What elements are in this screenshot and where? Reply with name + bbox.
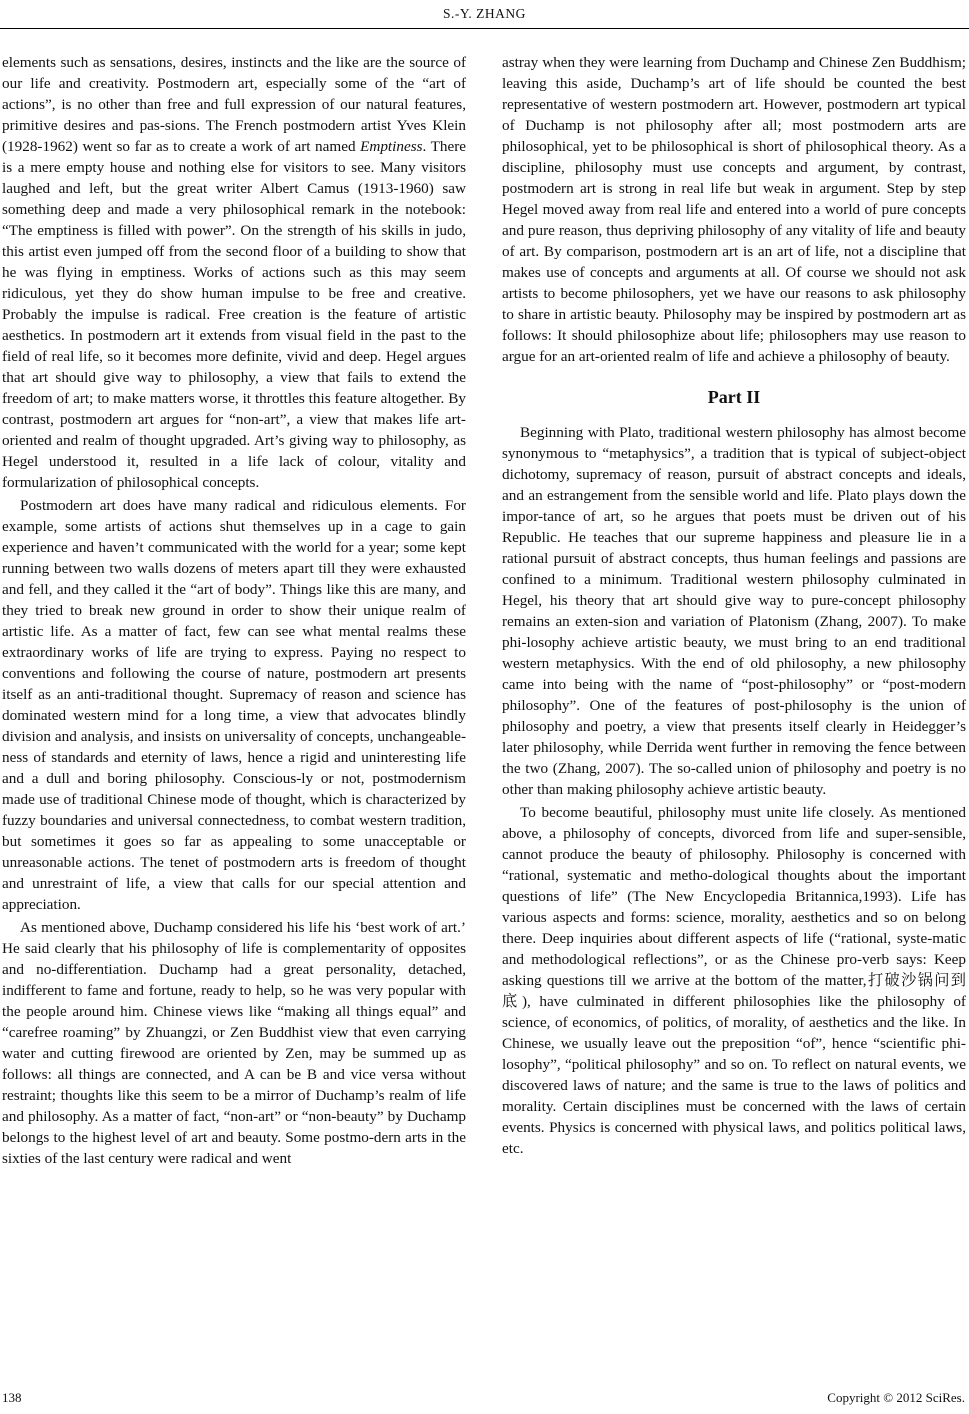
left-p1-text-b: . There is a mere empty house and nothing else for visitors to see. Many visitors laughed and left, but the great writer Albert Camus (1913-1960) saw something deep and made a very philosophical remark in the notebook: “The emptiness is filled with power”. On the strength of his skills in judo, this artist even jumped off from the second floor of a building to show that he was flying in emptiness. Works of actions such as this may seem ridiculous, yet they do show human impulse to be free and creative. Probably the impulse is radical. Free creation is the feature of artistic aesthetics. In postmodern art it extends from visual field in the past to the field of real life, so it becomes more definite, vivid and deep. Hegel argues that art should give way to philosophy, a view that fails to extend the freedom of art; to make matters worse, it throttles this feature altogether. By contrast, postmodern art argues for “non-art”, a view that makes life art-oriented and realm of thought upgraded. Art’s giving way to philosophy, as Hegel understood it, resulted in a life lack of colour, vitality and formularization of philosophical concepts. [2, 138, 466, 491]
section-heading: Part II [707, 387, 761, 407]
left-paragraph-1 [2, 52, 466, 493]
left-p1-text-a: elements such as sensations, desires, instincts and the like are the source of our life and creativity. Postmodern art, especially some of the “art of actions”, is no other than free and full expression of our natural features, primitive desires and pas-sions. The French postmodern artist Yves Klein (1928-1962) went so far as to create a work of art named [2, 54, 466, 155]
left-paragraph-3: As mentioned above, Duchamp considered his life his ‘best work of art.’ He said clearly that his philosophy of life is complementarity of opposites and no-differentiation. Duchamp had a great personality, detached, indifferent to fame and fortune, ready to help, so he was very popular with the people around him. Chinese views like “making all things equal” and “carefree roaming” by Zhuangzi, or Zen Buddhist view that even carrying water and cutting firewood are oriented by Zen, may be summed up as follows: all things are connected, and A can be B and vice versa without restraint; thoughts like this seem to be a mirror of Duchamp’s realm of life and philosophy. As a matter of fact, “non-art” or “non-beauty” by Duchamp belongs to the highest level of art and beauty. Some postmo-dern arts in the sixties of the last century were radical and went [2, 919, 466, 1167]
right-column [502, 52, 966, 1161]
copyright-notice: Copyright © 2012 SciRes. [827, 1390, 965, 1405]
right-paragraph-2: Beginning with Plato, traditional western philosophy has almost become synonymous to “metaphysics”, a tradition that is typical of subject-object dichotomy, supremacy of reason, pursuit of abstract concepts and ideals, and an estrangement from the sensible world and life. Plato plays down the impor-tance of art, so he argues that poets must be driven out of his Republic. He teaches that our supreme happiness and pleasure lie in a rational pursuit of abstract concepts, thus human feelings and passions are confined to a minimum. Traditional western philosophy culminated in Hegel, his theory that art should give way to pure-concept philosophy remains an exten-sion and variation of Platonism (Zhang, 2007). To make phi-losophy achieve artistic beauty, we must bring to an end traditional western metaphysics. With the end of old philosophy, a new philosophy came into being with the name of “post-philosophy” or “post-modern philosophy”. One of the features of post-philosophy is the union of philosophy and poetry, a view that presents itself clearly in Heidegger’s later philosophy, while Derrida went further in removing the fence between the two (Zhang, 2007). The so-called union of philosophy and poetry is no other than making philosophy achieve artistic beauty. [502, 424, 966, 798]
right-paragraph-3: To become beautiful, philosophy must unite life closely. As mentioned above, a philosophy of concepts, divorced from life and super-sensible, cannot produce the beauty of philosophy. Philosophy is concerned with “rational, systematic and metho-dological thoughts about the important questions of life” (The New Encyclopedia Britannica,1993). Life has various aspects and forms: science, morality, aesthetics and so on belong there. Deep inquiries about different aspects of life (“rational, syste-matic and methodological reflections”, or as the Chinese pro-verb says: Keep asking questions till we arrive at the bottom of the matter,打破沙锅问到底), have culminated in different philosophies like the philosophy of science, of economics, of politics, of morality, of aesthetics and the like. In Chinese, we usually leave out the preposition “of”, hence “scientific phi-losophy”, “political philosophy” and so on. To reflect on natural events, we discovered laws of nature; and the same is true to the laws of politics and morality. Certain disciplines must be concerned with the laws of certain events. Physics is concerned with physical laws, and politics political laws, etc. [502, 804, 966, 1157]
left-column [2, 52, 466, 1171]
header-rule [0, 28, 969, 29]
page-number: 138 [2, 1390, 22, 1405]
right-paragraph-1: astray when they were learning from Duchamp and Chinese Zen Buddhism; leaving this aside, Duchamp’s art of life should be counted the best representative of western postmodern art. However, postmodern art typical of Duchamp is not philosophy after all; most postmodern arts are philosophical, yet to be philosophical is short of philosophical theory. As a discipline, philosophy must use concepts and argument, by contrast, postmodern art is strong in real life but weak in argument. Step by step Hegel moved away from real life and entered into a world of pure concepts and pure reason, thus depriving philosophy of any vitality of life and beauty of art. By comparison, postmodern art is an art of life, not a discipline that makes use of concepts and arguments at all. Of course we should not ask artists to become philosophers, yet we have our reasons to ask philosophy to share in artistic beauty. Philosophy may be inspired by postmodern art as follows: It should philosophize about life; philosophers may use reason to argue for an art-oriented realm of life and achieve a philosophy of beauty. [502, 54, 966, 365]
running-head: S.-Y. ZHANG [443, 6, 526, 21]
artwork-title-emptiness: Emptiness [360, 138, 423, 155]
left-paragraph-2: Postmodern art does have many radical and ridiculous elements. For example, some artists of actions shut themselves up in a cage to gain experience and haven’t communicated with the world for a year; some kept running between two walls dozens of meters apart till they were exhausted and fell, and they called it the “art of body”. Things like this are many, and they tried to break new ground in order to show their unique realm of artistic life. As a matter of fact, few can see what mental realms these extraordinary works of life are trying to express. Paying no respect to conventions and following the course of nature, postmodern art presents itself as an anti-traditional thought. Supremacy of reason and science has dominated western mind for a long time, a view that advocates blindly division and analysis, and insists on universality of concepts, unchangeable-ness of standards and eternity of laws, hence a rigid and uninteresting life and a dull and boring philosophy. Conscious-ly or not, postmodernism made use of traditional Chinese mode of thought, which is characterized by fuzzy boundaries and universal connectedness, to combat western tradition, but sometimes it goes so far as appealing to some unacceptable or unreasonable actions. The tenet of postmodern arts is freedom of thought and unrestraint of life, a view that calls for our special attention and appreciation. [2, 497, 466, 913]
